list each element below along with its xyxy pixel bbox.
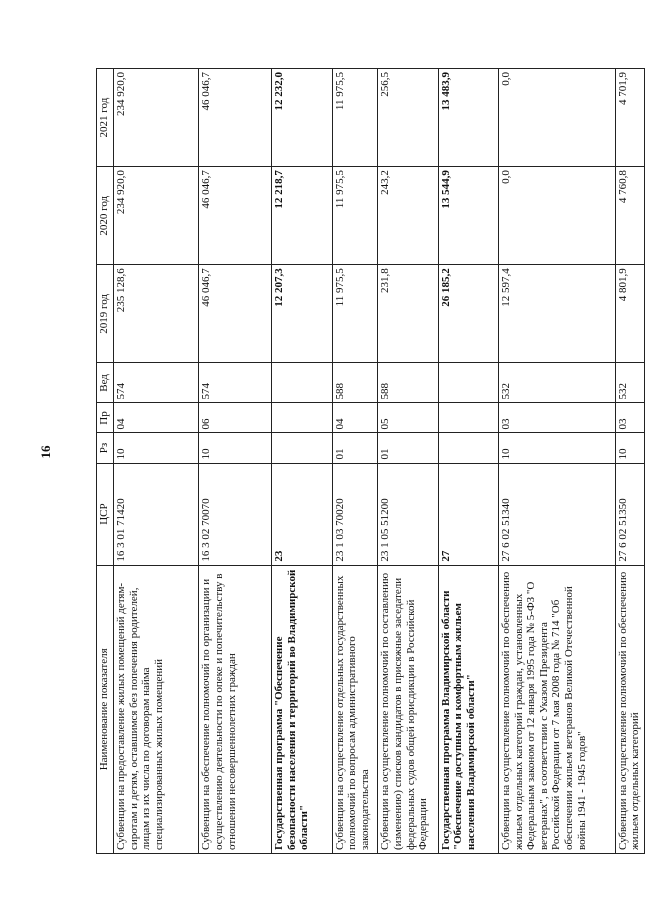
- row-rz: 10: [114, 433, 199, 463]
- row-ved: 574: [199, 363, 272, 403]
- row-rz: 01: [332, 433, 378, 463]
- row-csr: 23 1 03 70020: [332, 463, 378, 565]
- table-row: [332, 69, 378, 854]
- row-pr: 03: [615, 403, 644, 433]
- row-rz: 10: [615, 433, 644, 463]
- row-pr: [272, 403, 332, 433]
- row-ved: 532: [615, 363, 644, 403]
- row-2019: 26 185,2: [438, 265, 498, 363]
- header-2019: 2019 год: [97, 265, 114, 363]
- row-2019: 12 597,4: [499, 265, 616, 363]
- budget-table: [96, 68, 645, 854]
- table-row: [615, 69, 644, 854]
- row-ved: 532: [499, 363, 616, 403]
- row-2020: 12 218,7: [272, 167, 332, 265]
- header-ved: Вед: [97, 363, 114, 403]
- header-pr: Пр: [97, 403, 114, 433]
- row-2020: 4 760,8: [615, 167, 644, 265]
- row-2020: 46 046,7: [199, 167, 272, 265]
- row-2019: 11 975,5: [332, 265, 378, 363]
- row-name: Субвенции на обеспечение полномочий по организации и осуществлению деятельности по опеке и попечительству в отношении несовершеннолетних граждан: [199, 565, 272, 853]
- row-2021: 12 232,0: [272, 69, 332, 167]
- row-pr: 04: [114, 403, 199, 433]
- row-pr: [438, 403, 498, 433]
- table-row: [378, 69, 438, 854]
- header-2021: 2021 год: [97, 69, 114, 167]
- row-2021: 13 483,9: [438, 69, 498, 167]
- row-name: Субвенции на осуществление полномочий по обеспечению жильем отдельных категорий: [615, 565, 644, 853]
- row-2019: 4 801,9: [615, 265, 644, 363]
- row-ved: 574: [114, 363, 199, 403]
- row-2021: 256,5: [378, 69, 438, 167]
- row-2019: 46 046,7: [199, 265, 272, 363]
- row-2020: 234 920,0: [114, 167, 199, 265]
- row-ved: 588: [332, 363, 378, 403]
- table-row: [199, 69, 272, 854]
- row-2020: 11 975,5: [332, 167, 378, 265]
- row-2019: 12 207,3: [272, 265, 332, 363]
- row-rz: 10: [499, 433, 616, 463]
- table-row: [272, 69, 332, 854]
- header-2020: 2020 год: [97, 167, 114, 265]
- table-header-row: [97, 69, 114, 854]
- row-pr: 04: [332, 403, 378, 433]
- row-name: Государственная программа Владимирской области "Обеспечение доступным и комфортным жильем населения Владимирской области": [438, 565, 498, 853]
- header-name: Наименование показателя: [97, 565, 114, 853]
- row-2020: 13 544,9: [438, 167, 498, 265]
- row-csr: 27 6 02 51350: [615, 463, 644, 565]
- row-2020: 243,2: [378, 167, 438, 265]
- row-rz: [272, 433, 332, 463]
- row-csr: 23: [272, 463, 332, 565]
- row-ved: [272, 363, 332, 403]
- table-row: [114, 69, 199, 854]
- row-rz: [438, 433, 498, 463]
- rotated-table-frame: [96, 68, 645, 854]
- row-ved: [438, 363, 498, 403]
- header-rz: Рз: [97, 433, 114, 463]
- row-2020: 0,0: [499, 167, 616, 265]
- row-2021: 234 920,0: [114, 69, 199, 167]
- row-name: Государственная программа "Обеспечение безопасности населения и территорий во Владимирской области": [272, 565, 332, 853]
- row-pr: 05: [378, 403, 438, 433]
- row-csr: 27: [438, 463, 498, 565]
- row-name: Субвенции на осуществление отдельных государственных полномочий по вопросам административного законодательства: [332, 565, 378, 853]
- row-pr: 03: [499, 403, 616, 433]
- row-name: Субвенции на осуществление полномочий по составлению (изменению) списков кандидатов в присяжные заседатели федеральных судов общей юрисдикции в Российской Федерации: [378, 565, 438, 853]
- row-2021: 4 701,9: [615, 69, 644, 167]
- table-row: [499, 69, 616, 854]
- row-csr: 27 6 02 51340: [499, 463, 616, 565]
- row-2021: 46 046,7: [199, 69, 272, 167]
- row-rz: 10: [199, 433, 272, 463]
- row-ved: 588: [378, 363, 438, 403]
- row-rz: 01: [378, 433, 438, 463]
- rotated-page-content: [96, 68, 645, 854]
- row-2021: 11 975,5: [332, 69, 378, 167]
- row-csr: 16 3 01 71420: [114, 463, 199, 565]
- header-csr: ЦСР: [97, 463, 114, 565]
- row-name: Субвенции на осуществление полномочий по обеспечению жильем отдельных категорий граждан, установленных Федеральным законом от 12 января 1995 года № 5-ФЗ "О ветеранах", в соответствии с Указом Президента Российской Федерации от 7 мая 2008 года № 714 "Об обеспечении жильем ветеранов Великой Отечественной войны 1941 - 1945 годов": [499, 565, 616, 853]
- row-2019: 235 128,6: [114, 265, 199, 363]
- row-2019: 231,8: [378, 265, 438, 363]
- row-pr: 06: [199, 403, 272, 433]
- row-csr: 23 1 05 51200: [378, 463, 438, 565]
- row-csr: 16 3 02 70070: [199, 463, 272, 565]
- row-2021: 0,0: [499, 69, 616, 167]
- table-row: [438, 69, 498, 854]
- page-number: 16: [38, 445, 53, 459]
- row-name: Субвенции на предоставление жилых помещений детям-сиротам и детям, оставшимся без попечения родителей, лицам из их числа по договорам найма специализированных жилых помещений: [114, 565, 199, 853]
